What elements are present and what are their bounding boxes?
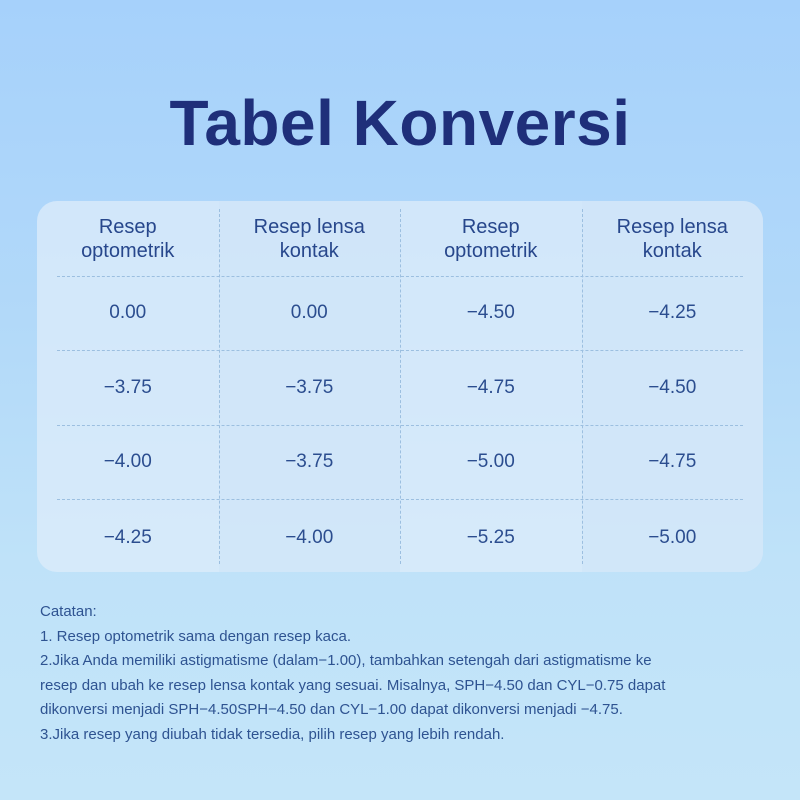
table-cell: 0.00 — [109, 302, 147, 323]
table-header-cell — [400, 201, 582, 276]
table-cell: −5.00 — [648, 527, 697, 548]
table-cell: −4.25 — [103, 527, 152, 548]
notes-line: 2.Jika Anda memiliki astigmatisme (dalam−1.00), tambahkan setengah dari astigmatisme ke — [40, 652, 652, 669]
notes-line: dikonversi menjadi SPH−4.50SPH−4.50 dan CYL−1.00 dapat dikonversi menjadi −4.75. — [40, 701, 623, 718]
table-cell: −5.25 — [466, 527, 515, 548]
table-cell: −4.50 — [648, 376, 697, 398]
table-cell: −4.50 — [466, 302, 515, 323]
notes-line: resep dan ubah ke resep lensa kontak yang sesuai. Misalnya, SPH−4.50 dan CYL−0.75 dapat — [40, 676, 666, 694]
header-line: optometrik — [81, 239, 175, 262]
table-header-cell — [37, 201, 219, 276]
notes-line: 1. Resep optometrik sama dengan resep kaca. — [40, 627, 352, 645]
header-line: optometrik — [444, 239, 538, 262]
table-cell: −3.75 — [103, 376, 152, 398]
table-cell: 0.00 — [290, 302, 328, 323]
header-line: Resep — [461, 215, 520, 238]
notes-line: 3.Jika resep yang diubah tidak tersedia, pilih resep yang lebih rendah. — [40, 725, 505, 743]
table-cell: −4.75 — [466, 376, 515, 398]
notes-section — [40, 600, 770, 747]
table-header-cell — [219, 201, 401, 276]
table-cell: −5.00 — [466, 451, 515, 472]
conversion-table — [37, 201, 763, 572]
header-line: Resep — [98, 215, 157, 238]
table-cell: −3.75 — [285, 376, 334, 398]
notes-heading: Catatan: — [40, 603, 97, 620]
page-title: Tabel Konversi — [169, 87, 631, 159]
table-cell: −4.00 — [103, 451, 152, 472]
header-line: Resep lensa — [253, 215, 365, 238]
header-line: kontak — [279, 239, 339, 262]
table-cell: −4.25 — [648, 302, 697, 323]
header-line: kontak — [642, 239, 702, 262]
table-header-cell — [582, 201, 764, 276]
table-cell: −4.75 — [648, 451, 697, 472]
header-line: Resep lensa — [616, 215, 728, 238]
table-cell: −4.00 — [285, 527, 334, 548]
table-cell: −3.75 — [285, 451, 334, 472]
